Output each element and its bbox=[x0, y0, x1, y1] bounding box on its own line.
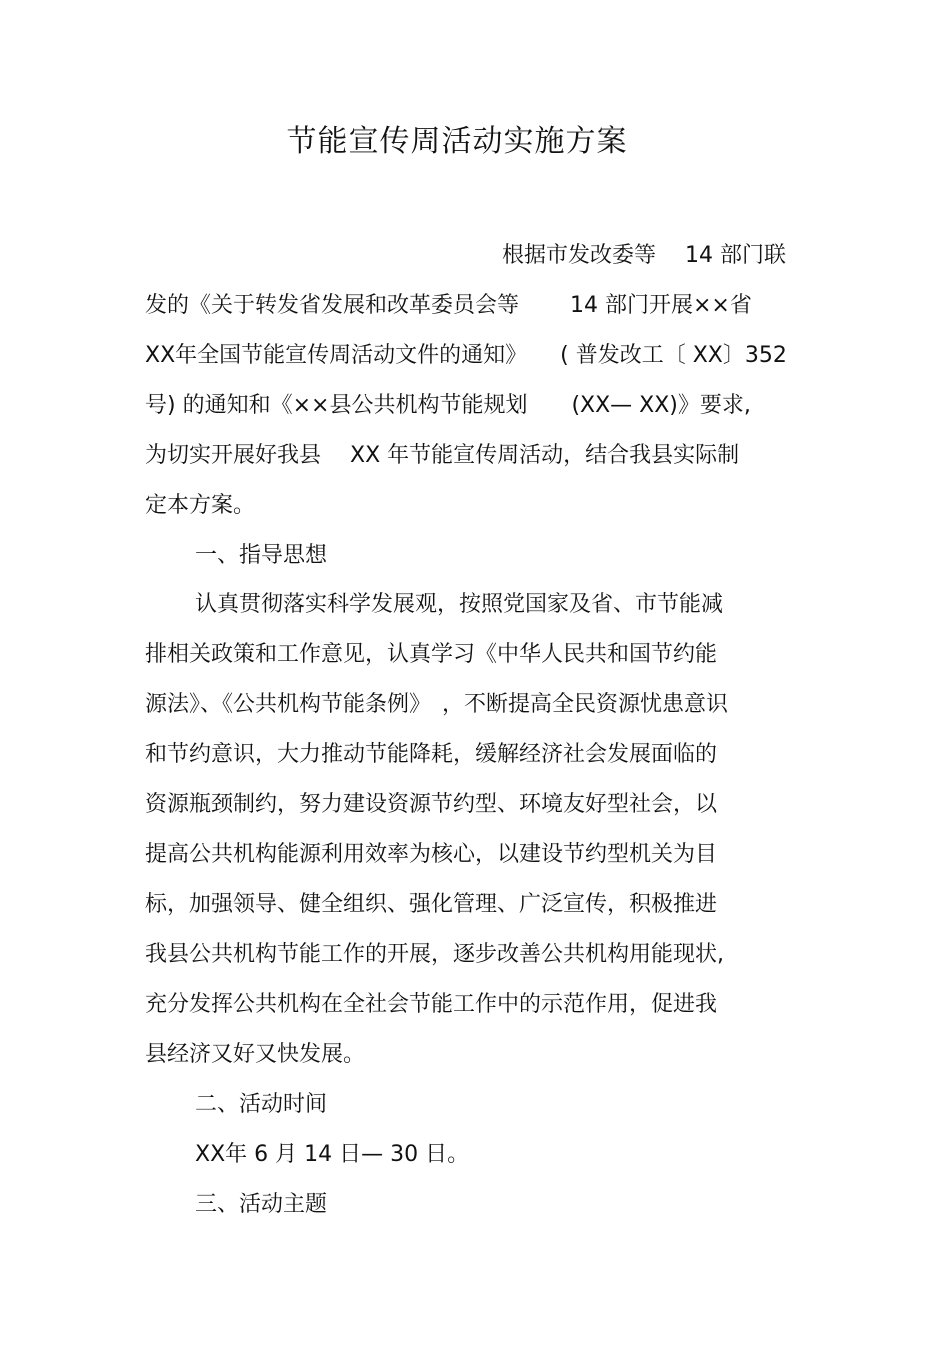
section-heading: 二、活动时间 bbox=[195, 1092, 328, 1117]
paragraph-line: 为切实开展好我县 XX 年节能宣传周活动，结合我县实际制 bbox=[145, 443, 740, 468]
paragraph-line: 号) 的通知和《××县公共机构节能规划 (XX— XX)》要求, bbox=[145, 393, 751, 418]
paragraph-line: 源法》、《公共机构节能条例》 ，不断提高全民资源忧患意识 bbox=[145, 692, 729, 717]
paragraph-line: 提高公共机构能源利用效率为核心，以建设节约型机关为目 bbox=[145, 842, 718, 867]
paragraph-line: 我县公共机构节能工作的开展，逐步改善公共机构用能现状, bbox=[145, 942, 724, 967]
paragraph-line: 资源瓶颈制约，努力建设资源节约型、环境友好型社会，以 bbox=[145, 792, 718, 817]
paragraph-line: 排相关政策和工作意见，认真学习《中华人民共和国节约能 bbox=[145, 642, 718, 667]
section-heading: 三、活动主题 bbox=[195, 1192, 328, 1217]
paragraph-line: 根据市发改委等 14 部门联 bbox=[502, 243, 786, 268]
paragraph-line: XX年全国节能宣传周活动文件的通知》 ( 普发改工〔 XX〕352 bbox=[145, 343, 787, 368]
paragraph-line: 认真贯彻落实科学发展观，按照党国家及省、市节能减 bbox=[195, 592, 724, 617]
paragraph-line: XX年 6 月 14 日— 30 日。 bbox=[195, 1142, 470, 1167]
paragraph-line: 和节约意识，大力推动节能降耗，缓解经济社会发展面临的 bbox=[145, 742, 718, 767]
section-heading: 一、指导思想 bbox=[195, 543, 328, 568]
paragraph-line: 定本方案。 bbox=[145, 493, 256, 518]
paragraph-line: 县经济又好又快发展。 bbox=[145, 1042, 366, 1067]
paragraph-line: 充分发挥公共机构在全社会节能工作中的示范作用，促进我 bbox=[145, 992, 718, 1017]
paragraph-line: 标，加强领导、健全组织、强化管理、广泛宣传，积极推进 bbox=[145, 892, 718, 917]
paragraph-line: 发的《关于转发省发展和改革委员会等 14 部门开展××省 bbox=[145, 293, 752, 318]
document-title: 节能宣传周活动实施方案 bbox=[286, 124, 628, 159]
